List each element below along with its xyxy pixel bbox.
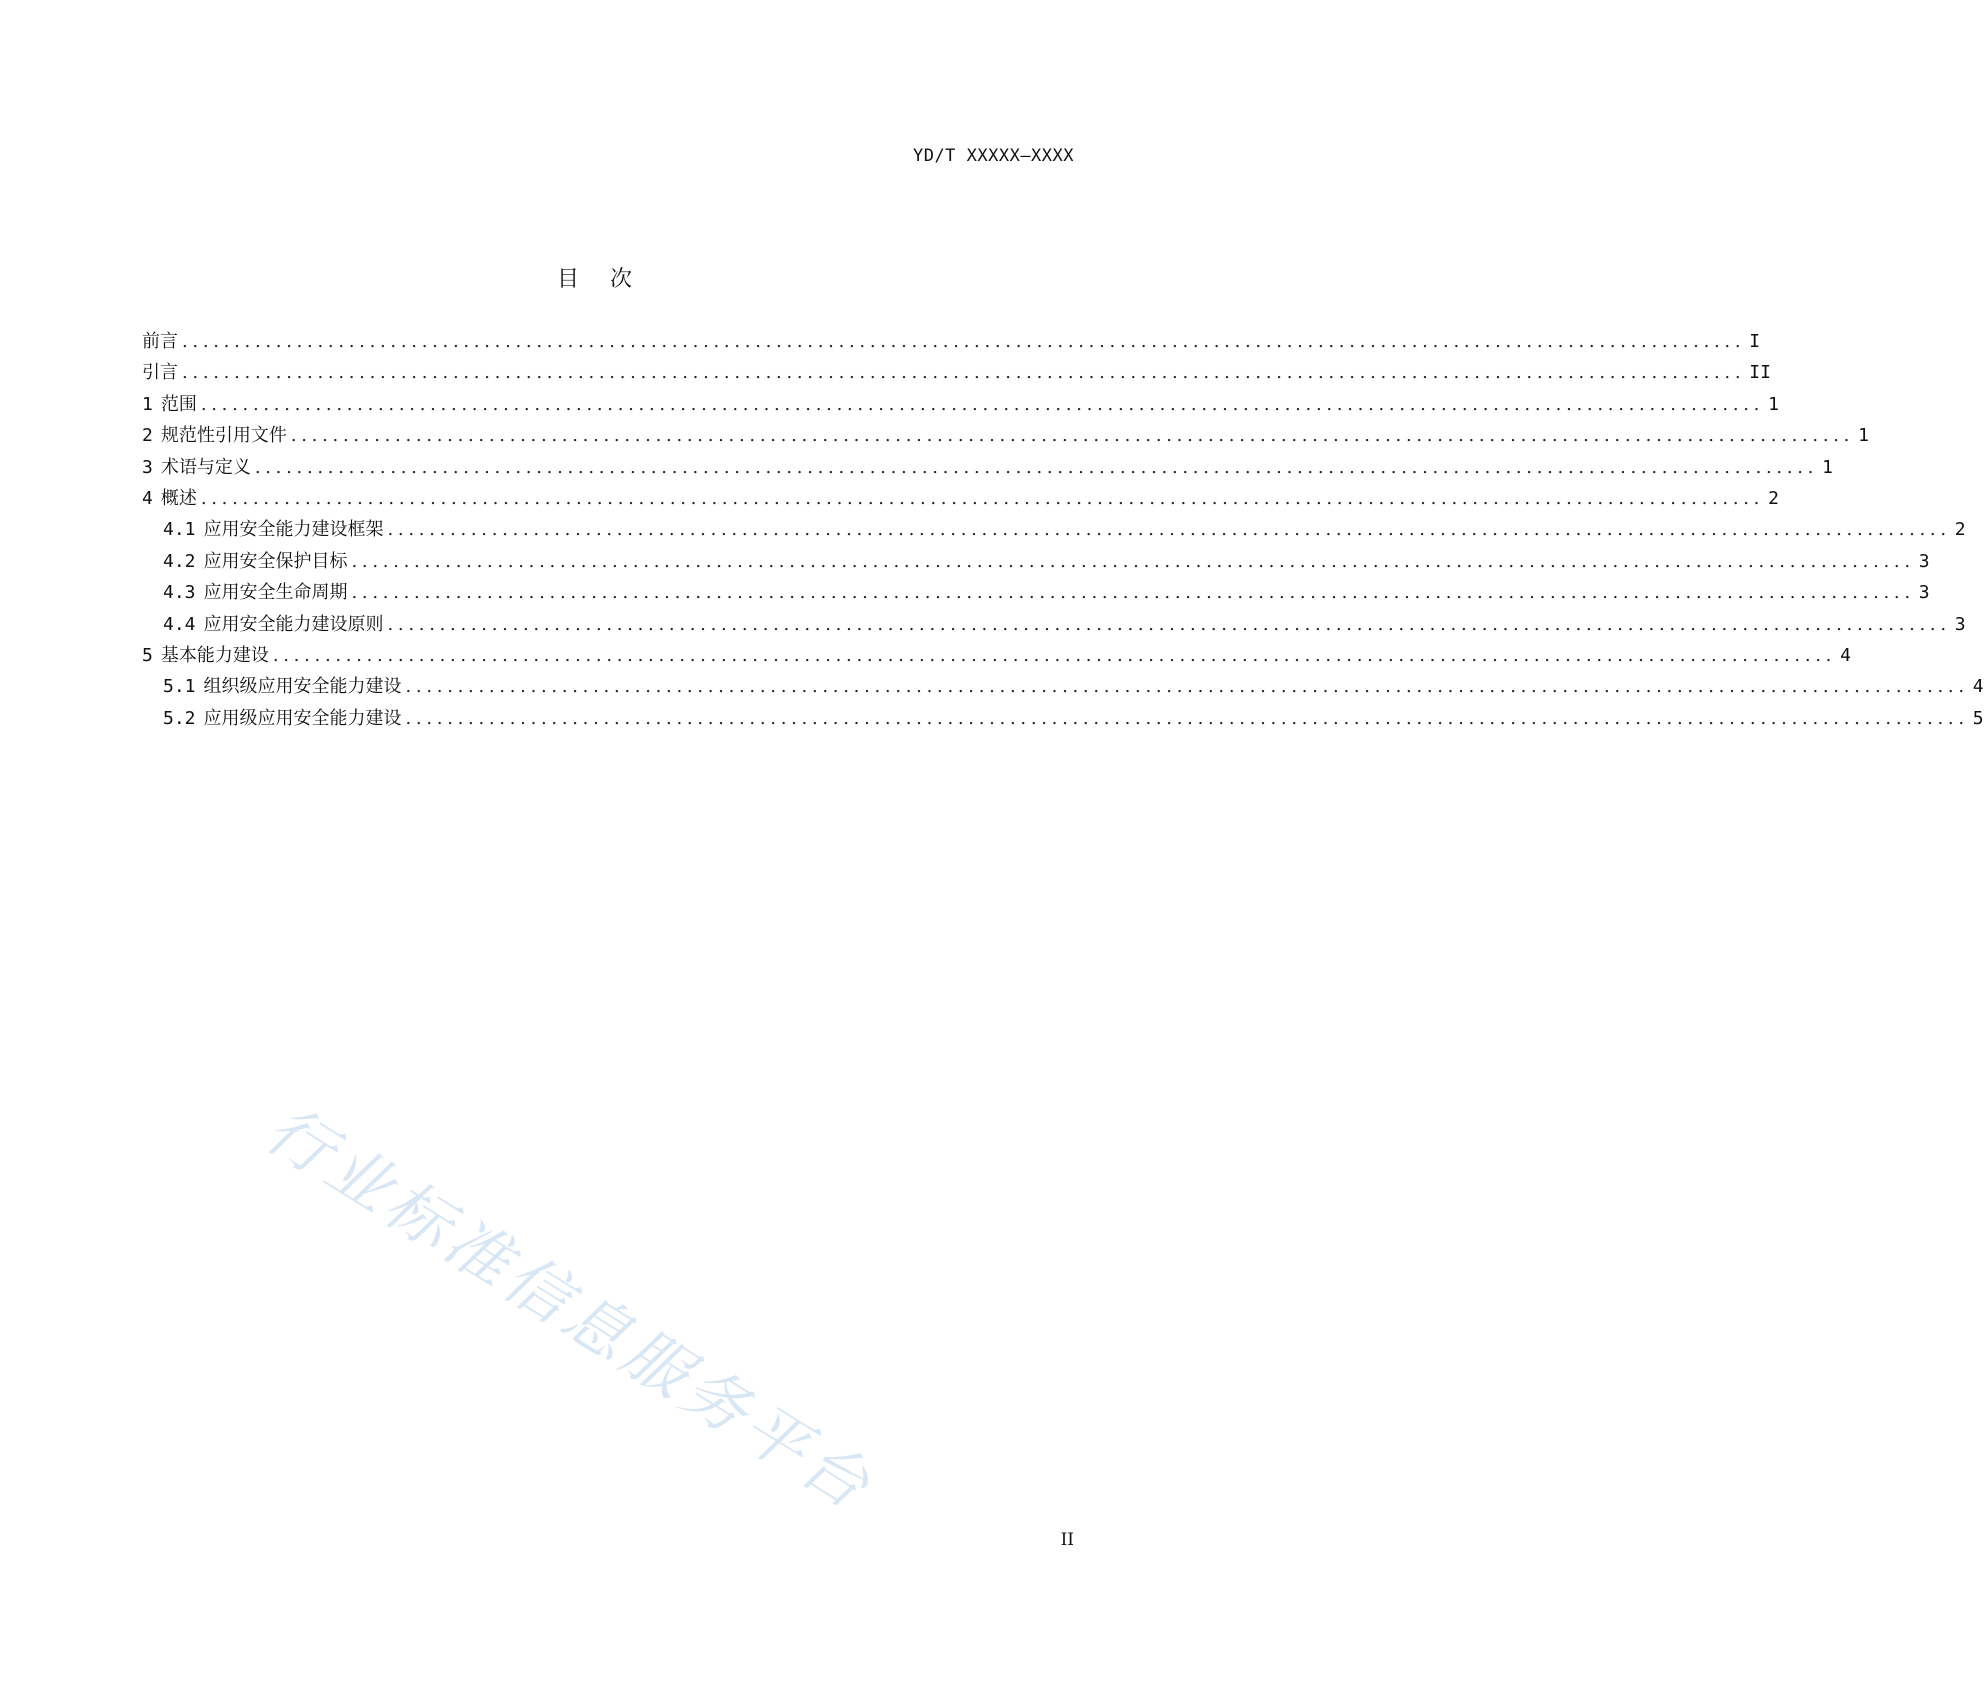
toc-page-number: 3 bbox=[1918, 582, 1930, 604]
toc-entry-label: 规范性引用文件 bbox=[160, 425, 287, 447]
toc-entry-number: 5.2 bbox=[163, 707, 196, 729]
toc-page-number: 1 bbox=[1768, 393, 1779, 415]
toc-entry-4-3[interactable] bbox=[142, 577, 1930, 608]
toc-entry-5-2[interactable] bbox=[142, 703, 1984, 734]
toc-page-number: 4 bbox=[1972, 676, 1984, 698]
toc-page-number: II bbox=[1749, 362, 1771, 384]
toc-leader-dots: ...................................................................................................................................................... bbox=[405, 707, 1969, 729]
toc-entry-label: 应用安全保护目标 bbox=[203, 550, 348, 572]
toc-page-number: 3 bbox=[1954, 613, 1966, 635]
toc-entry-3[interactable] bbox=[142, 452, 1833, 483]
toc-entry-4-1[interactable] bbox=[142, 514, 1966, 545]
toc-leader-dots: ...................................................................................................................................................... bbox=[272, 644, 1837, 666]
watermark: 行业标准信息服务平台 bbox=[252, 1092, 886, 1527]
toc-leader-dots: ...................................................................................................................................................... bbox=[351, 582, 1915, 604]
toc-entry-number: 3 bbox=[142, 456, 153, 478]
toc-entry-number: 4.3 bbox=[163, 582, 196, 604]
toc-entry-2[interactable] bbox=[142, 420, 1869, 451]
toc-page-number: 1 bbox=[1858, 425, 1869, 447]
toc-entry-number: 4.2 bbox=[163, 550, 196, 572]
toc-entry-number: 1 bbox=[142, 393, 153, 415]
toc-leader-dots: ...................................................................................................................................................... bbox=[387, 613, 1951, 635]
toc-entry-label: 应用安全能力建设原则 bbox=[203, 613, 384, 635]
toc-entry-label: 应用级应用安全能力建设 bbox=[203, 707, 402, 729]
toc-leader-dots: ...................................................................................................................................................... bbox=[290, 425, 1855, 447]
table-of-contents bbox=[142, 326, 1984, 734]
toc-entry-label: 组织级应用安全能力建设 bbox=[203, 676, 402, 698]
toc-page-number: 3 bbox=[1918, 550, 1930, 572]
toc-entry-label: 引言 bbox=[142, 362, 178, 384]
toc-entry-5-1[interactable] bbox=[142, 671, 1984, 702]
toc-entry-4-2[interactable] bbox=[142, 546, 1930, 577]
toc-leader-dots: ...................................................................................................................................................... bbox=[351, 550, 1915, 572]
toc-page-number: 2 bbox=[1768, 487, 1779, 509]
toc-leader-dots: ...................................................................................................................................................... bbox=[254, 456, 1819, 478]
toc-entry-number: 4.4 bbox=[163, 613, 196, 635]
toc-entry-label: 基本能力建设 bbox=[160, 644, 269, 666]
toc-page-number: 4 bbox=[1840, 644, 1851, 666]
toc-entry-1[interactable] bbox=[142, 389, 1779, 420]
toc-entry-label: 范围 bbox=[160, 393, 197, 415]
toc-page-number: 2 bbox=[1954, 519, 1966, 541]
toc-leader-dots: ...................................................................................................................................................... bbox=[200, 487, 1765, 509]
toc-page-number: I bbox=[1749, 331, 1761, 352]
toc-entry-number: 2 bbox=[142, 425, 153, 447]
toc-leader-dots: ...................................................................................................................................................... bbox=[182, 331, 1746, 352]
toc-page-number: 1 bbox=[1822, 456, 1833, 478]
page-number: II bbox=[1060, 1530, 1074, 1550]
toc-leader-dots: ...................................................................................................................................................... bbox=[200, 393, 1765, 415]
toc-entry-4[interactable] bbox=[142, 483, 1779, 514]
toc-leader-dots: ...................................................................................................................................................... bbox=[387, 519, 1951, 541]
toc-entry-introduction[interactable] bbox=[142, 357, 1771, 388]
toc-entry-4-4[interactable] bbox=[142, 609, 1966, 640]
toc-page-number: 5 bbox=[1972, 707, 1984, 729]
toc-entry-label: 应用安全能力建设框架 bbox=[203, 519, 384, 541]
toc-entry-label: 前言 bbox=[142, 331, 178, 352]
toc-entry-5[interactable] bbox=[142, 640, 1851, 671]
toc-leader-dots: ...................................................................................................................................................... bbox=[405, 676, 1969, 698]
toc-entry-number: 5 bbox=[142, 644, 153, 666]
toc-entry-foreword[interactable] bbox=[142, 326, 1761, 357]
page-title: 目 次 bbox=[557, 267, 633, 292]
toc-entry-number: 5.1 bbox=[163, 676, 196, 698]
toc-entry-number: 4 bbox=[142, 487, 153, 509]
toc-entry-label: 术语与定义 bbox=[160, 456, 251, 478]
document-code: YD/T XXXXX—XXXX bbox=[912, 146, 1074, 166]
toc-entry-label: 概述 bbox=[160, 487, 197, 509]
toc-leader-dots: ...................................................................................................................................................... bbox=[182, 362, 1746, 384]
toc-entry-number: 4.1 bbox=[163, 519, 196, 541]
toc-entry-label: 应用安全生命周期 bbox=[203, 582, 348, 604]
